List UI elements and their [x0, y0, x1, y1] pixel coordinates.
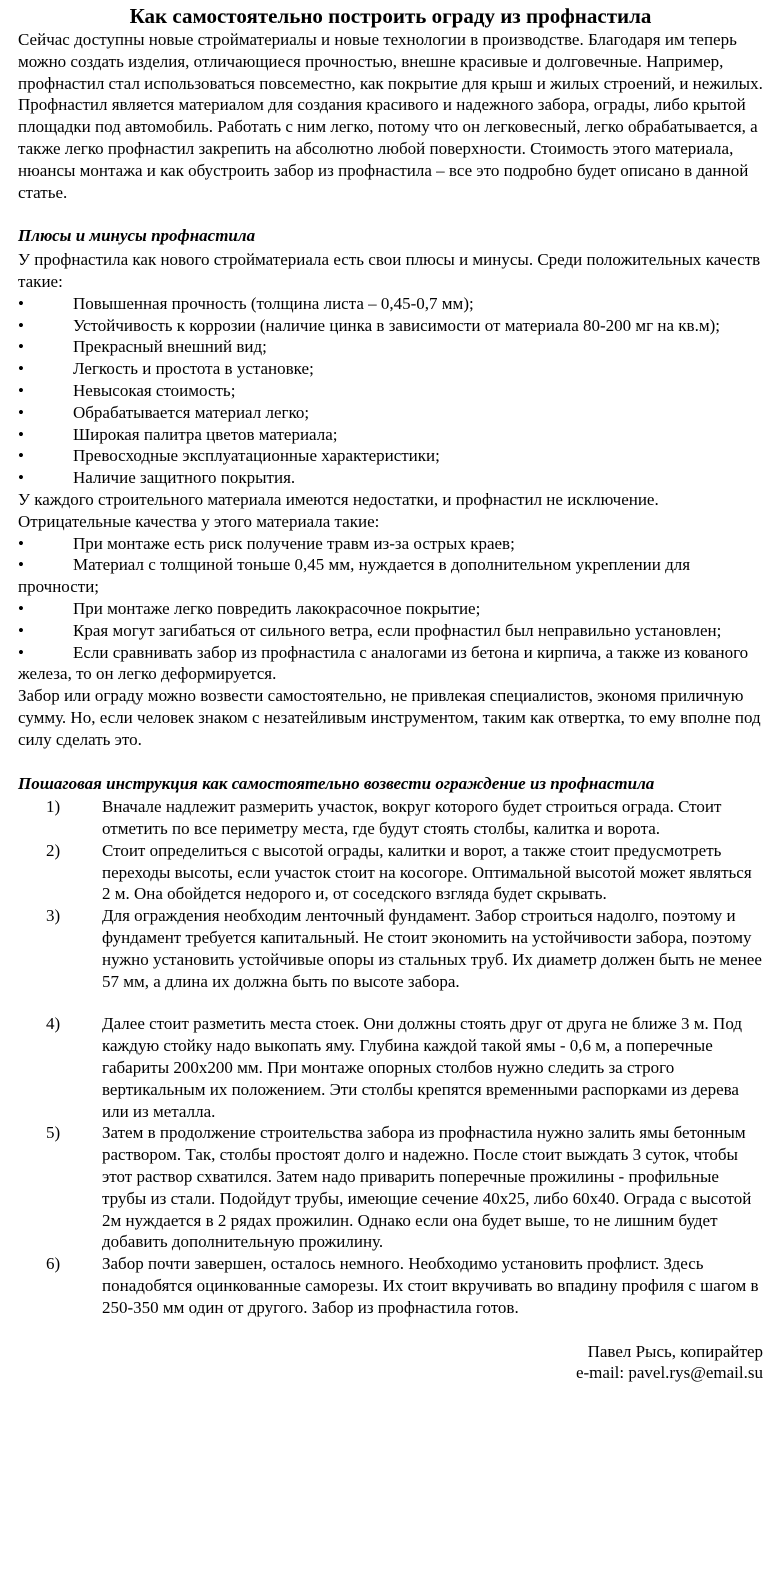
section-heading-instructions: Пошаговая инструкция как самостоятельно возвести ограждение из профнастила	[18, 773, 655, 793]
list-item	[18, 336, 763, 358]
section-heading-pros-cons: Плюсы и минусы профнастила	[18, 226, 256, 246]
step-text: Для ограждения необходим ленточный фундамент. Забор строиться надолго, поэтому и фундамент требуется капитальный. Не стоит экономить на устойчивости забора, поэтому нужно установить устойчивые опоры из стальных труб. Их диаметр должен быть не менее 57 мм, а длина их должна быть по высоте забора.	[102, 906, 762, 991]
list-item	[18, 358, 763, 380]
list-item-text: Материал с толщиной тоньше 0,45 мм, нуждается в дополнительном укреплении для прочности;	[18, 555, 691, 597]
list-item-text: Прекрасный внешний вид;	[73, 337, 267, 357]
list-item	[18, 467, 763, 489]
list-item	[46, 905, 763, 992]
step-number: 2)	[46, 840, 61, 860]
bullet-mark: •	[18, 446, 24, 466]
step-number: 1)	[46, 797, 61, 817]
intro-paragraph: Сейчас доступны новые стройматериалы и новые технологии в производстве. Благодаря им теперь можно создать изделия, отличающиеся прочностью, внешне красивые и долговечные. Например, профнастил стал использоваться повсеместно, как покрытие для крыш и жилых строений, и нежилых. Профнастил является материалом для создания красивого и надежного забора, ограды, либо крытой площадки под автомобиль. Работать с ним легко, потому что он легковесный, легко обрабатывается, а также легко профнастил закрепить на абсолютно любой поверхности. Стоимость этого материала, нюансы монтажа и как обустроить забор из профнастила – все это подробно будет описано в данной статье.	[18, 30, 763, 202]
list-item	[18, 402, 763, 424]
step-number: 4)	[46, 1014, 61, 1034]
bullet-mark: •	[18, 598, 24, 618]
document-title: Как самостоятельно построить ограду из профнастила	[129, 4, 652, 28]
list-item	[18, 642, 763, 686]
list-item	[18, 424, 763, 446]
cons-intro-paragraph: У каждого строительного материала имеются недостатки, и профнастил не исключение. Отрицательные качества у этого материала такие:	[18, 489, 659, 531]
list-item	[46, 840, 763, 905]
list-item-text: Наличие защитного покрытия.	[73, 468, 296, 488]
blank-line	[18, 992, 763, 1013]
list-item	[18, 598, 763, 620]
steps-list	[18, 796, 763, 1318]
list-item-text: Превосходные эксплуатационные характеристики;	[73, 446, 440, 466]
list-item	[18, 445, 763, 467]
list-item	[46, 796, 763, 840]
bullet-mark: •	[18, 380, 24, 400]
list-item	[18, 293, 763, 315]
bullet-mark: •	[18, 337, 24, 357]
list-item	[18, 315, 763, 337]
step-text: Затем в продолжение строительства забора из профнастила нужно залить ямы бетонным раствором. Так, столбы простоят долго и надежно. После стоит выждать 3 суток, чтобы этот раствор схватился. Затем надо приварить поперечные прожилины - профильные трубы из стали. Подойдут трубы, имеющие сечение 40х25, либо 60х40. Ограда с высотой 2м нуждается в 2 рядах прожилин. Однако если она будет выше, то не лишним будет добавить дополнительную прожилину.	[102, 1123, 752, 1252]
pros-intro-paragraph: У профнастила как нового стройматериала есть свои плюсы и минусы. Среди положительных качеств такие:	[18, 250, 761, 291]
bullet-mark: •	[18, 424, 24, 444]
author-email: e-mail: pavel.rys@email.su	[575, 1363, 763, 1383]
step-text: Вначале надлежит размерить участок, вокруг которого будет строиться ограда. Стоит отметить по все периметру места, где будут стоять столбы, калитка и ворота.	[102, 797, 722, 839]
list-item	[18, 554, 763, 598]
step-text: Стоит определиться с высотой ограды, калитки и ворот, а также стоит предусмотреть переходы высоты, если участок стоит на косогоре. Оптимальной высотой может являться 2 м. Она обойдется недорого и, от соседского взгляда будет скрывать.	[102, 840, 752, 904]
list-item-text: Легкость и простота в установке;	[73, 359, 314, 379]
list-item-text: Края могут загибаться от сильного ветра, если профнастил был неправильно установлен;	[73, 620, 722, 640]
step-number: 5)	[46, 1123, 61, 1143]
list-item	[18, 533, 763, 555]
bullet-mark: •	[18, 533, 24, 553]
bullet-mark: •	[18, 620, 24, 640]
list-item-text: При монтаже легко повредить лакокрасочное покрытие;	[73, 598, 481, 618]
step-number: 3)	[46, 906, 61, 926]
step-text: Забор почти завершен, осталось немного. Необходимо установить профлист. Здесь понадобятся оцинкованные саморезы. Их стоит вкручивать во впадину профиля с шагом в 250-350 мм один от другого. Забор из профнастила готов.	[102, 1254, 759, 1317]
list-item-text: Невысокая стоимость;	[73, 380, 236, 400]
signature-block	[18, 1341, 763, 1385]
list-item-text: Обрабатывается материал легко;	[73, 402, 310, 422]
list-item-text: Широкая палитра цветов материала;	[73, 424, 338, 444]
outro-paragraph: Забор или ограду можно возвести самостоятельно, не привлекая специалистов, экономя приличную сумму. Но, если человек знаком с незатейливым инструментом, таким как отвертка, то ему вполне под силу сделать это.	[18, 686, 761, 749]
list-item	[18, 620, 763, 642]
step-number: 6)	[46, 1254, 61, 1274]
list-item	[46, 1013, 763, 1122]
bullet-mark: •	[18, 293, 24, 313]
bullet-mark: •	[18, 468, 24, 488]
list-item-text: При монтаже есть риск получение травм из-за острых краев;	[73, 533, 515, 553]
list-item-text: Если сравнивать забор из профнастила с аналогами из бетона и кирпича, а также из кованого железа, то он легко деформируется.	[18, 642, 749, 684]
bullet-mark: •	[18, 402, 24, 422]
bullet-mark: •	[18, 315, 24, 335]
cons-list	[18, 533, 763, 686]
bullet-mark: •	[18, 359, 24, 379]
list-item	[46, 1122, 763, 1253]
bullet-mark: •	[18, 555, 24, 575]
list-item-text: Устойчивость к коррозии (наличие цинка в зависимости от материала 80-200 мг на кв.м);	[73, 315, 720, 335]
step-text: Далее стоит разметить места стоек. Они должны стоять друг от друга не ближе 3 м. Под каждую стойку надо выкопать яму. Глубина каждой такой ямы - 0,6 м, а поперечные габариты 200х200 мм. При монтаже опорных столбов нужно следить за строго вертикальным их положением. Эти столбы крепятся временными распорками из дерева или из металла.	[102, 1014, 742, 1121]
list-item-text: Повышенная прочность (толщина листа – 0,45-0,7 мм);	[73, 293, 474, 313]
pros-list	[18, 293, 763, 489]
list-item	[46, 1253, 763, 1318]
list-item	[18, 380, 763, 402]
author-name: Павел Рысь, копирайтер	[587, 1341, 763, 1361]
bullet-mark: •	[18, 642, 24, 662]
